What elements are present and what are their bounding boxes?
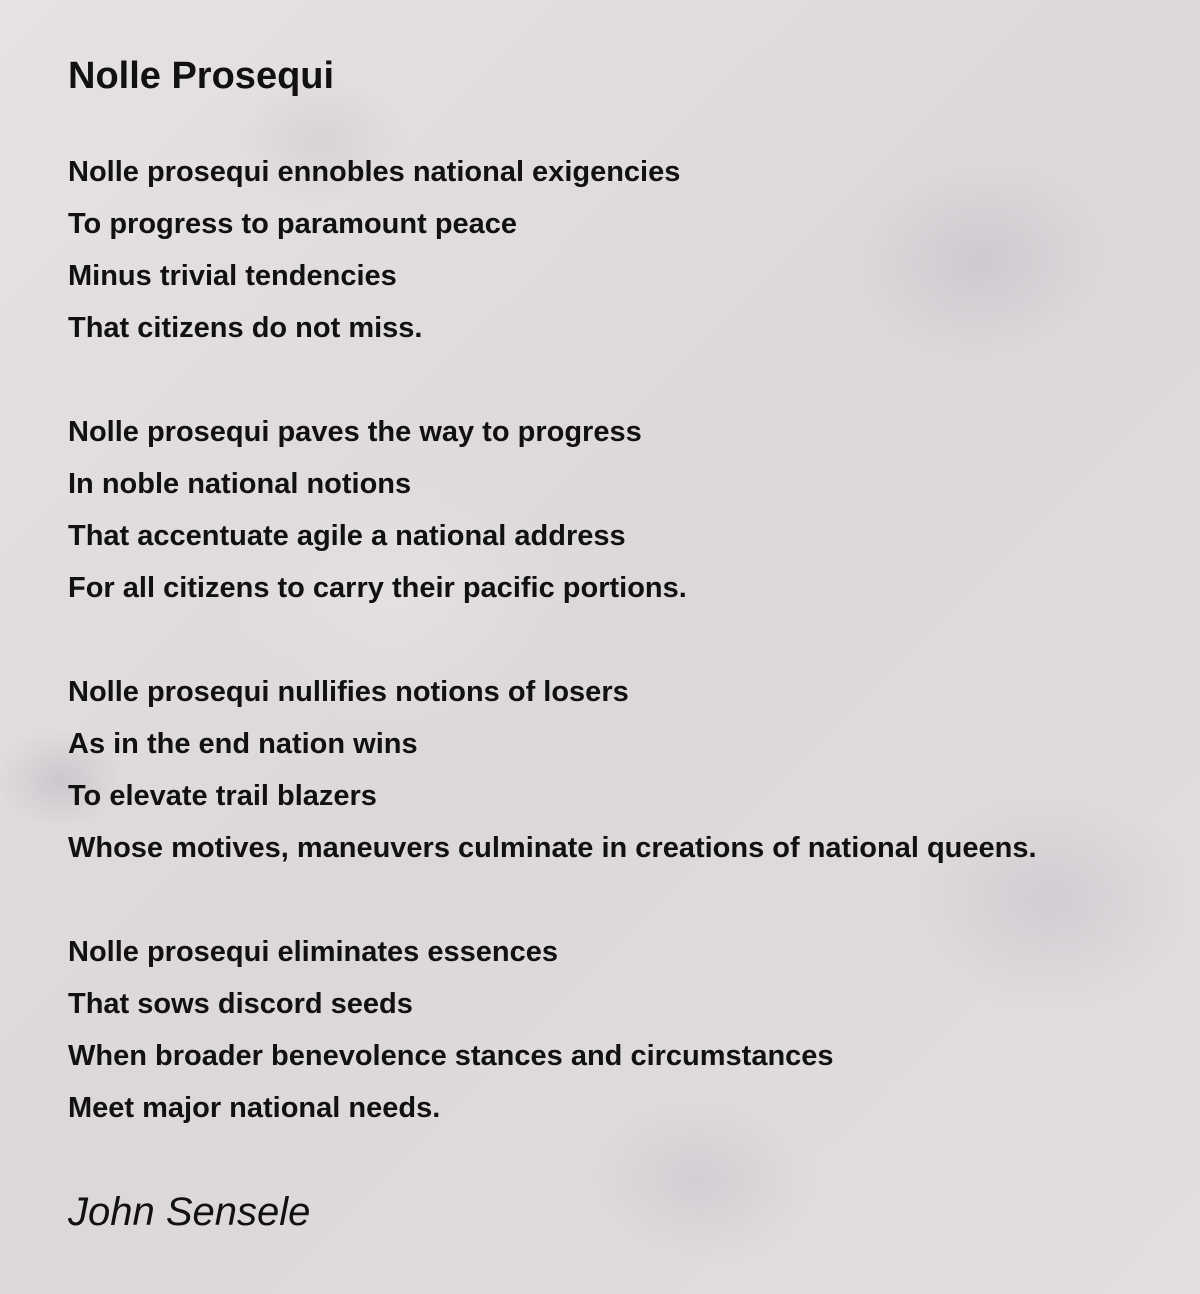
poem-line: In noble national notions <box>68 468 412 500</box>
poem-line: Nolle prosequi paves the way to progress <box>68 416 642 448</box>
poem-container <box>68 50 1180 1238</box>
poem-line: When broader benevolence stances and circumstances <box>68 1040 834 1072</box>
poem-line: As in the end nation wins <box>68 728 418 760</box>
poem-line: Nolle prosequi eliminates essences <box>68 936 558 968</box>
poem-line: For all citizens to carry their pacific portions. <box>68 572 687 604</box>
poem-line: That sows discord seeds <box>68 988 413 1020</box>
stanza-1 <box>68 146 1180 354</box>
stanza-2 <box>68 406 1180 614</box>
stanza-4 <box>68 926 1180 1134</box>
poem-line: Meet major national needs. <box>68 1092 441 1124</box>
poem-line: Nolle prosequi nullifies notions of losers <box>68 676 629 708</box>
poem-line: Whose motives, maneuvers culminate in creations of national queens. <box>68 832 1037 864</box>
poem-author: John Sensele <box>68 1190 311 1234</box>
stanza-3 <box>68 666 1180 874</box>
poem-line: Minus trivial tendencies <box>68 260 397 292</box>
poem-line: Nolle prosequi ennobles national exigencies <box>68 156 681 188</box>
poem-line: That citizens do not miss. <box>68 312 423 344</box>
poem-line: To elevate trail blazers <box>68 780 377 812</box>
poem-title: Nolle Prosequi <box>68 55 335 97</box>
poem-line: To progress to paramount peace <box>68 208 518 240</box>
poem-line: That accentuate agile a national address <box>68 520 626 552</box>
